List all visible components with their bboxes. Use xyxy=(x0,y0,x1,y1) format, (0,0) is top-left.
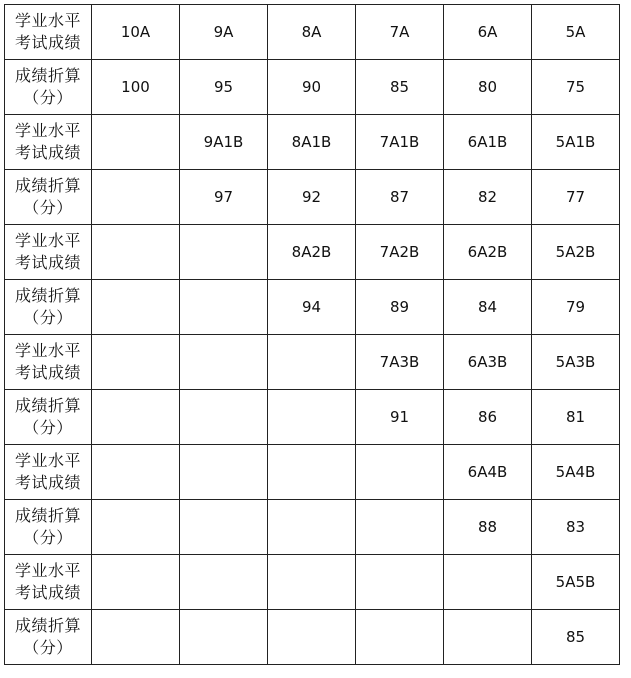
row-header-line: 学业水平 xyxy=(14,121,81,140)
row-header-line: 学业水平 xyxy=(14,561,81,580)
table-cell: 77 xyxy=(532,170,620,225)
table-cell: 6A1B xyxy=(444,115,532,170)
grade-row xyxy=(5,445,620,500)
table-cell xyxy=(356,610,444,665)
row-header xyxy=(5,60,92,115)
row-header-line: 学业水平 xyxy=(14,11,81,30)
table-cell xyxy=(444,555,532,610)
table-cell xyxy=(268,500,356,555)
score-row xyxy=(5,170,620,225)
score-row xyxy=(5,60,620,115)
table-cell xyxy=(356,500,444,555)
score-conversion-table-container xyxy=(4,4,620,665)
row-header-line: 成绩折算 xyxy=(14,616,81,635)
table-cell xyxy=(268,445,356,500)
table-cell xyxy=(92,335,180,390)
row-header xyxy=(5,115,92,170)
row-header xyxy=(5,5,92,60)
table-cell: 84 xyxy=(444,280,532,335)
row-header xyxy=(5,280,92,335)
table-cell xyxy=(180,225,268,280)
score-row xyxy=(5,280,620,335)
row-header-line: （分） xyxy=(23,308,73,327)
table-cell xyxy=(268,610,356,665)
table-cell: 85 xyxy=(532,610,620,665)
table-cell xyxy=(180,610,268,665)
score-row xyxy=(5,610,620,665)
table-cell: 7A1B xyxy=(356,115,444,170)
row-header-line: 考试成绩 xyxy=(14,143,81,162)
row-header-line: 学业水平 xyxy=(14,341,81,360)
table-cell: 86 xyxy=(444,390,532,445)
row-header-line: 考试成绩 xyxy=(14,253,81,272)
grade-row xyxy=(5,5,620,60)
score-row xyxy=(5,500,620,555)
table-cell: 6A2B xyxy=(444,225,532,280)
table-cell: 95 xyxy=(180,60,268,115)
table-cell: 7A3B xyxy=(356,335,444,390)
table-cell xyxy=(268,335,356,390)
grade-row xyxy=(5,115,620,170)
table-cell xyxy=(92,555,180,610)
row-header xyxy=(5,225,92,280)
grade-row xyxy=(5,555,620,610)
table-cell: 7A2B xyxy=(356,225,444,280)
table-cell xyxy=(180,500,268,555)
row-header-line: 成绩折算 xyxy=(14,286,81,305)
table-cell: 7A xyxy=(356,5,444,60)
table-cell xyxy=(180,335,268,390)
table-cell: 80 xyxy=(444,60,532,115)
table-cell xyxy=(268,555,356,610)
table-cell: 92 xyxy=(268,170,356,225)
table-cell xyxy=(92,170,180,225)
table-cell: 82 xyxy=(444,170,532,225)
table-cell xyxy=(180,280,268,335)
table-cell xyxy=(180,555,268,610)
row-header xyxy=(5,555,92,610)
row-header-line: 成绩折算 xyxy=(14,506,81,525)
grade-row xyxy=(5,225,620,280)
row-header xyxy=(5,390,92,445)
table-cell xyxy=(92,390,180,445)
table-cell: 90 xyxy=(268,60,356,115)
table-cell: 5A5B xyxy=(532,555,620,610)
table-cell: 5A xyxy=(532,5,620,60)
table-cell: 94 xyxy=(268,280,356,335)
row-header-line: 成绩折算 xyxy=(14,66,81,85)
table-cell: 6A xyxy=(444,5,532,60)
table-cell: 81 xyxy=(532,390,620,445)
table-cell: 75 xyxy=(532,60,620,115)
table-cell xyxy=(92,280,180,335)
table-cell: 97 xyxy=(180,170,268,225)
table-cell: 85 xyxy=(356,60,444,115)
row-header-line: 学业水平 xyxy=(14,451,81,470)
table-cell: 9A1B xyxy=(180,115,268,170)
table-cell xyxy=(356,555,444,610)
row-header-line: （分） xyxy=(23,638,73,657)
table-cell: 5A4B xyxy=(532,445,620,500)
table-cell xyxy=(92,610,180,665)
table-cell xyxy=(92,225,180,280)
grade-row xyxy=(5,335,620,390)
table-cell: 8A1B xyxy=(268,115,356,170)
table-cell: 88 xyxy=(444,500,532,555)
table-cell: 79 xyxy=(532,280,620,335)
table-cell: 8A2B xyxy=(268,225,356,280)
score-row xyxy=(5,390,620,445)
table-body xyxy=(5,5,620,665)
row-header xyxy=(5,445,92,500)
table-cell: 89 xyxy=(356,280,444,335)
table-cell xyxy=(180,445,268,500)
table-cell xyxy=(92,115,180,170)
table-cell: 83 xyxy=(532,500,620,555)
table-cell: 5A1B xyxy=(532,115,620,170)
row-header-line: 成绩折算 xyxy=(14,396,81,415)
table-cell xyxy=(180,390,268,445)
table-cell: 6A4B xyxy=(444,445,532,500)
row-header-line: 考试成绩 xyxy=(14,583,81,602)
table-cell xyxy=(92,500,180,555)
table-cell: 5A3B xyxy=(532,335,620,390)
row-header xyxy=(5,335,92,390)
table-cell: 100 xyxy=(92,60,180,115)
table-cell xyxy=(268,390,356,445)
row-header-line: （分） xyxy=(23,88,73,107)
table-cell: 6A3B xyxy=(444,335,532,390)
table-cell: 5A2B xyxy=(532,225,620,280)
table-cell: 10A xyxy=(92,5,180,60)
table-cell: 9A xyxy=(180,5,268,60)
score-conversion-table xyxy=(4,4,620,665)
table-cell xyxy=(92,445,180,500)
row-header xyxy=(5,500,92,555)
table-cell xyxy=(356,445,444,500)
table-cell: 8A xyxy=(268,5,356,60)
row-header-line: 考试成绩 xyxy=(14,33,81,52)
row-header xyxy=(5,610,92,665)
table-cell xyxy=(444,610,532,665)
table-cell: 87 xyxy=(356,170,444,225)
table-cell: 91 xyxy=(356,390,444,445)
row-header-line: 成绩折算 xyxy=(14,176,81,195)
row-header-line: （分） xyxy=(23,418,73,437)
row-header-line: （分） xyxy=(23,528,73,547)
row-header xyxy=(5,170,92,225)
row-header-line: 学业水平 xyxy=(14,231,81,250)
row-header-line: 考试成绩 xyxy=(14,363,81,382)
row-header-line: 考试成绩 xyxy=(14,473,81,492)
row-header-line: （分） xyxy=(23,198,73,217)
